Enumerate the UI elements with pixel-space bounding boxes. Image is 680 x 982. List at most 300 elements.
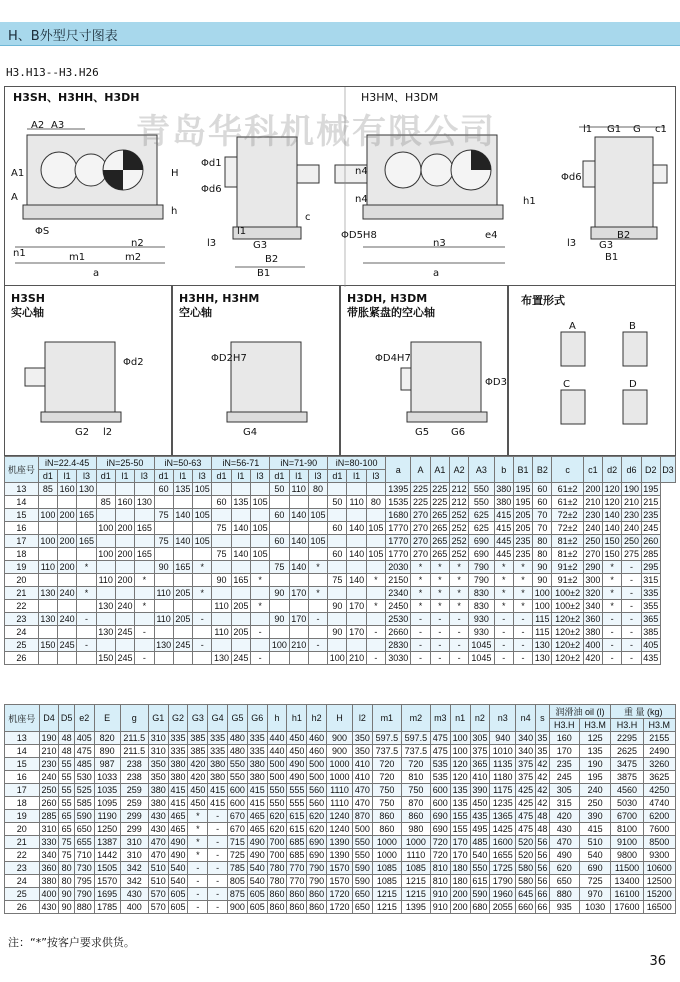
table-cell: 450 (287, 745, 307, 758)
table-cell: 170 (549, 745, 579, 758)
table-cell: 645 (516, 888, 536, 901)
table-cell: 2660 (386, 626, 411, 639)
table-cell: 725 (228, 849, 248, 862)
table-cell: 465 (168, 823, 188, 836)
table-cell: 25 (5, 888, 40, 901)
table-cell: 100±2 (552, 587, 583, 600)
sub-column-header: l3 (250, 470, 269, 483)
table-cell (212, 561, 231, 574)
table-cell (250, 561, 269, 574)
table-cell: 299 (120, 810, 148, 823)
table-cell: 375 (516, 758, 536, 771)
table-cell: * (603, 587, 622, 600)
table-cell: 620 (267, 823, 287, 836)
table-cell (231, 483, 250, 496)
table-row (5, 626, 676, 639)
table-cell (96, 613, 115, 626)
table-cell: 820 (94, 732, 120, 745)
table-cell: 400 (583, 639, 602, 652)
table-cell: 165 (135, 548, 154, 561)
table-cell (58, 522, 77, 535)
table-cell (212, 509, 231, 522)
panel-hollow-shaft (172, 286, 340, 456)
table-cell: 55 (59, 784, 74, 797)
table-cell: 690 (469, 535, 494, 548)
table-row (5, 613, 676, 626)
table-cell: 160 (549, 732, 579, 745)
table-cell: - (622, 652, 641, 665)
table-cell: * (308, 561, 327, 574)
table-cell: 170 (347, 600, 366, 613)
table-row (5, 771, 676, 784)
table-cell: 235 (513, 548, 532, 561)
table-cell: 710 (74, 849, 94, 862)
table-cell: - (193, 613, 212, 626)
table-cell: 490 (287, 771, 307, 784)
table-cell: 205 (231, 626, 250, 639)
table-cell: 700 (267, 849, 287, 862)
table-cell: 585 (74, 797, 94, 810)
table-cell: 460 (307, 745, 327, 758)
table-cell: 690 (469, 548, 494, 561)
ratio-group-header: iN=56-71 (212, 457, 270, 470)
table-cell: - (449, 652, 468, 665)
table-cell: 342 (120, 862, 148, 875)
table-cell (212, 535, 231, 548)
table-cell: 75 (212, 522, 231, 535)
table-cell: 500 (307, 758, 327, 771)
table-cell: 550 (267, 784, 287, 797)
table-cell: 135 (450, 797, 470, 810)
table-cell: 150 (603, 535, 622, 548)
table-cell: 380 (583, 626, 602, 639)
table-cell: 245 (115, 652, 134, 665)
table-cell: 490 (549, 849, 579, 862)
table-row (5, 823, 676, 836)
table-cell (135, 561, 154, 574)
table-cell: 245 (549, 771, 579, 784)
dim-label: l1 (237, 226, 247, 237)
table-cell (135, 509, 154, 522)
table-cell: 23 (5, 613, 39, 626)
table-cell: 75 (328, 574, 347, 587)
table-cell: 900 (327, 732, 353, 745)
dim-label: l3 (207, 238, 217, 249)
dim-label: G (633, 124, 641, 135)
table-cell: 100 (96, 548, 115, 561)
table-cell: 987 (94, 758, 120, 771)
table-cell: 380 (168, 771, 188, 784)
table-cell: - (208, 810, 228, 823)
table-cell: 22 (5, 849, 40, 862)
table-row (5, 901, 676, 914)
table-cell: - (513, 652, 532, 665)
table-cell: 305 (470, 732, 490, 745)
table-cell: - (603, 613, 622, 626)
table-cell: 2150 (386, 574, 411, 587)
table-cell: 211.5 (120, 732, 148, 745)
table-cell: 80 (308, 483, 327, 496)
column-header: h (267, 705, 287, 732)
table-cell: 200 (58, 535, 77, 548)
table-cell: 105 (308, 535, 327, 548)
table-cell: 3030 (386, 652, 411, 665)
column-header: G5 (228, 705, 248, 732)
table-row (5, 509, 676, 522)
panel-title: H3DH, H3DM (347, 292, 428, 305)
column-header: A (411, 457, 430, 483)
table-cell: 600 (228, 797, 248, 810)
table-cell: 15 (5, 758, 40, 771)
table-cell: 252 (449, 548, 468, 561)
table-cell: 465 (168, 810, 188, 823)
sub-column-header: l3 (135, 470, 154, 483)
table-cell: 600 (228, 784, 248, 797)
table-cell: 225 (430, 483, 449, 496)
table-cell (115, 483, 134, 496)
dim-label: G3 (599, 240, 614, 251)
table-cell: 1045 (469, 652, 494, 665)
table-cell (212, 483, 231, 496)
table-cell: 56 (537, 837, 548, 847)
table-cell: 590 (353, 862, 373, 875)
table-cell: - (603, 639, 622, 652)
dim-label: ΦD3 (485, 377, 507, 388)
table-cell: - (494, 613, 513, 626)
table-cell: 875 (228, 888, 248, 901)
table-cell: 90 (270, 587, 289, 600)
table-cell: 940 (490, 732, 516, 745)
dim-label: G6 (451, 427, 466, 438)
table-cell: 200 (58, 561, 77, 574)
table-cell: 350 (353, 745, 373, 758)
table-cell: 170 (450, 849, 470, 862)
table-cell: 130 (533, 639, 552, 652)
table-cell: 470 (353, 797, 373, 810)
table-cell: 14 (5, 496, 39, 509)
table-cell: 465 (247, 823, 267, 836)
table-cell: 380 (168, 758, 188, 771)
table-cell: 238 (120, 758, 148, 771)
table-cell: 335 (208, 732, 228, 745)
table-cell: 160 (115, 496, 134, 509)
sub-column-header: d1 (328, 470, 347, 483)
table-cell: 250 (583, 535, 602, 548)
table-cell (193, 652, 212, 665)
table-cell: 3475 (611, 758, 643, 771)
sub-column-header: d1 (270, 470, 289, 483)
table-cell: 140 (231, 548, 250, 561)
table-cell: 90 (533, 561, 552, 574)
table-cell: * (430, 561, 449, 574)
dim-label: m2 (125, 252, 142, 263)
table-cell: 240 (622, 522, 641, 535)
table-cell (347, 535, 366, 548)
table-cell: 290 (583, 561, 602, 574)
table-cell: 1000 (401, 836, 430, 849)
table-cell: 380 (494, 496, 513, 509)
table-row (5, 535, 676, 548)
table-cell (250, 613, 269, 626)
table-cell (231, 587, 250, 600)
dim-label: B1 (257, 268, 271, 279)
arrangement-label: B (629, 321, 636, 332)
table-cell: 205 (513, 522, 532, 535)
table-cell: 230 (583, 509, 602, 522)
table-cell: 690 (430, 810, 450, 823)
table-cell: 260 (39, 797, 59, 810)
table-cell: - (188, 901, 208, 914)
table-cell: 685 (287, 836, 307, 849)
table-cell: 235 (549, 758, 579, 771)
table-cell: 135 (579, 745, 611, 758)
dim-label: B2 (265, 254, 279, 265)
table-cell: 590 (353, 875, 373, 888)
table-cell: - (603, 626, 622, 639)
table-cell: 195 (579, 771, 611, 784)
table-cell (289, 600, 308, 613)
table-cell: 48 (537, 811, 548, 821)
table-cell: 870 (401, 797, 430, 810)
table-cell (173, 522, 192, 535)
table-cell: 2030 (386, 561, 411, 574)
sub-column-header: l1 (58, 470, 77, 483)
table-cell: 215 (641, 496, 660, 509)
sub-column-header: H3.M (579, 719, 611, 732)
table-cell: 91±2 (552, 574, 583, 587)
table-cell: 16500 (643, 901, 675, 914)
table-cell: - (494, 652, 513, 665)
table-cell: - (449, 639, 468, 652)
table-cell: 860 (287, 888, 307, 901)
sub-column-header: l1 (289, 470, 308, 483)
table-cell: 605 (168, 901, 188, 914)
table-cell: 415 (247, 784, 267, 797)
table-cell: 190 (579, 758, 611, 771)
table-cell: 200 (115, 574, 134, 587)
table-cell (270, 652, 289, 665)
table-cell: 105 (193, 483, 212, 496)
table-cell (347, 587, 366, 600)
table-cell: 550 (470, 862, 490, 875)
table-cell: 750 (401, 784, 430, 797)
table-cell: * (513, 587, 532, 600)
sub-column-header: H3.H (549, 719, 579, 732)
table-cell: 1045 (469, 639, 494, 652)
table-cell: 200 (450, 901, 470, 914)
table-cell (96, 483, 115, 496)
table-cell: 1960 (490, 888, 516, 901)
panel-title: 布置形式 (521, 294, 565, 307)
table-cell (38, 522, 57, 535)
table-cell: 70 (533, 522, 552, 535)
table-cell: 115 (533, 626, 552, 639)
table-cell (328, 587, 347, 600)
table-cell: * (188, 823, 208, 836)
table-cell: 870 (353, 810, 373, 823)
arrangement-label: A (569, 321, 576, 332)
table-cell: 240 (39, 771, 59, 784)
table-cell (77, 522, 96, 535)
table-cell: 225 (411, 483, 430, 496)
dim-label: ΦD5H8 (341, 230, 377, 241)
table-cell: - (208, 836, 228, 849)
table-cell: 66 (537, 902, 548, 912)
table-cell: 190 (39, 732, 59, 745)
table-cell: 380 (148, 797, 168, 810)
table-cell: 310 (148, 745, 168, 758)
table-cell: 61±2 (552, 483, 583, 496)
table-cell: * (494, 600, 513, 613)
table-cell: 3875 (611, 771, 643, 784)
table-cell: 1425 (490, 823, 516, 836)
table-cell: 21 (5, 587, 39, 600)
column-header: A3 (469, 457, 494, 483)
table-cell: 380 (247, 771, 267, 784)
table-cell: 130 (135, 496, 154, 509)
table-cell: 500 (267, 771, 287, 784)
table-cell: 15200 (643, 888, 675, 901)
table-cell: 430 (148, 823, 168, 836)
table-cell: 140 (173, 509, 192, 522)
table-cell: 1175 (490, 784, 516, 797)
table-row (5, 600, 676, 613)
table-cell: 110 (212, 600, 231, 613)
table-cell: 212 (449, 483, 468, 496)
table-cell (115, 639, 134, 652)
table-cell: 785 (228, 862, 248, 875)
table-cell: 270 (411, 509, 430, 522)
table-cell: * (188, 849, 208, 862)
table-cell: 105 (250, 496, 269, 509)
table-cell: 8500 (643, 836, 675, 849)
table-cell (366, 613, 385, 626)
table-cell (289, 574, 308, 587)
table-cell: 1695 (94, 888, 120, 901)
table-row (5, 797, 676, 810)
table-cell: * (411, 600, 430, 613)
table-cell (231, 613, 250, 626)
table-cell (173, 600, 192, 613)
table-cell: 1135 (490, 758, 516, 771)
table-cell: 260 (641, 535, 660, 548)
column-header: G3 (188, 705, 208, 732)
table-cell (231, 509, 250, 522)
table-cell: 770 (287, 875, 307, 888)
table-cell: 60 (533, 483, 552, 496)
table-cell: 170 (289, 613, 308, 626)
table-cell (77, 548, 96, 561)
table-cell: 730 (74, 862, 94, 875)
table-cell (347, 561, 366, 574)
table-cell: 75 (212, 548, 231, 561)
table-cell: 285 (641, 548, 660, 561)
table-cell: 21 (5, 836, 40, 849)
table-cell (250, 483, 269, 496)
table-row (5, 587, 676, 600)
table-cell: 100 (533, 600, 552, 613)
table-cell: 120 (603, 483, 622, 496)
table-cell: 1240 (327, 810, 353, 823)
table-cell: 400 (39, 888, 59, 901)
table-cell: - (188, 888, 208, 901)
table-cell: 135 (450, 784, 470, 797)
table-cell: 860 (267, 901, 287, 914)
table-cell: 90 (533, 574, 552, 587)
table-cell (270, 522, 289, 535)
table-cell: 495 (470, 823, 490, 836)
table-cell: 140 (603, 509, 622, 522)
table-cell: 150 (603, 548, 622, 561)
table-cell: 205 (513, 509, 532, 522)
table-cell: 212 (449, 496, 468, 509)
table-cell: 475 (430, 745, 450, 758)
table-cell (58, 548, 77, 561)
table-cell (77, 652, 96, 665)
table-cell (231, 535, 250, 548)
table-cell: * (411, 587, 430, 600)
table-cell (58, 652, 77, 665)
table-cell: 385 (188, 732, 208, 745)
table-cell: 299 (120, 823, 148, 836)
table-cell: 210 (39, 745, 59, 758)
table-cell: 80 (366, 496, 385, 509)
table-cell: 780 (267, 875, 287, 888)
header-bar (0, 22, 680, 46)
table-cell: 110 (154, 587, 173, 600)
table-cell: 500 (307, 771, 327, 784)
table-cell: 580 (516, 875, 536, 888)
dim-label: a (93, 268, 100, 279)
table-cell: 770 (287, 862, 307, 875)
table-cell: - (77, 639, 96, 652)
table-cell: 100 (450, 745, 470, 758)
table-cell: 25 (5, 639, 39, 652)
table-cell: - (622, 600, 641, 613)
table-cell: - (411, 613, 430, 626)
table-cell (308, 522, 327, 535)
table-cell: 690 (307, 836, 327, 849)
table-cell: 165 (231, 574, 250, 587)
table-cell: * (430, 587, 449, 600)
table-cell: 590 (470, 888, 490, 901)
table-cell: 105 (193, 535, 212, 548)
table-cell: 1570 (327, 862, 353, 875)
table-cell: 790 (469, 561, 494, 574)
table-cell: * (250, 574, 269, 587)
table-cell: - (135, 626, 154, 639)
dim-label: Φd2 (123, 357, 144, 368)
table-cell: 18 (5, 797, 40, 810)
table-cell: 550 (228, 771, 248, 784)
column-header: G1 (148, 705, 168, 732)
table-cell: - (366, 652, 385, 665)
ratio-group-header: iN=50-63 (154, 457, 212, 470)
table-cell (77, 626, 96, 639)
table-cell: 140 (289, 509, 308, 522)
table-cell: * (135, 574, 154, 587)
table-cell: 860 (307, 888, 327, 901)
table-cell: * (603, 561, 622, 574)
column-header: a (386, 457, 411, 483)
column-header: d6 (622, 457, 641, 483)
table-cell: 1395 (386, 483, 411, 496)
table-cell: 200 (115, 522, 134, 535)
table-cell: 165 (77, 509, 96, 522)
table-cell: 430 (148, 810, 168, 823)
table-cell: 590 (74, 810, 94, 823)
table-cell: 130 (96, 626, 115, 639)
